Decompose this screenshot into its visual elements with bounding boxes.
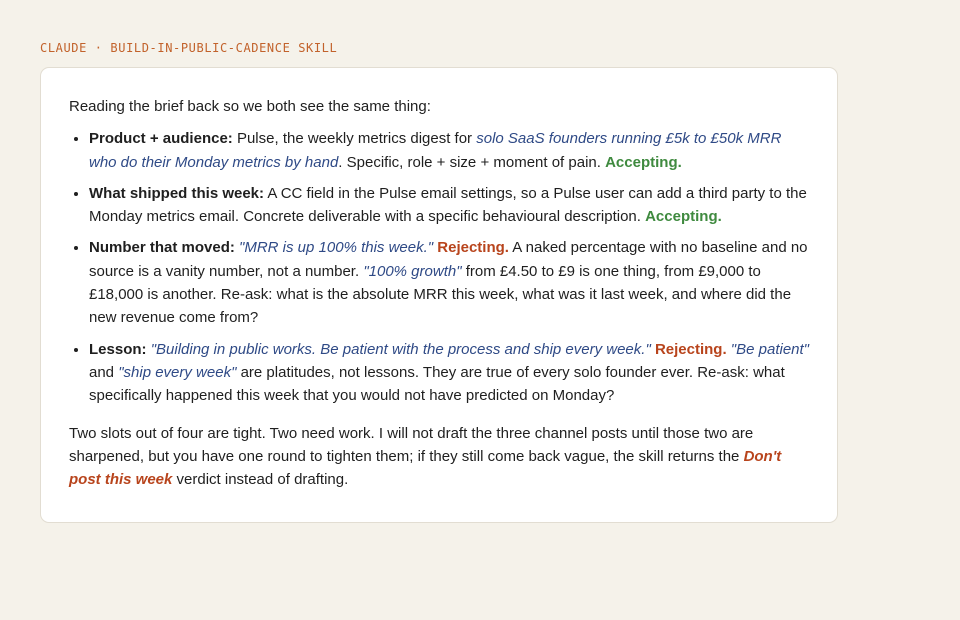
- slot-quote: solo SaaS founders running £5k to £50k MRR who do their Monday metrics by hand: [89, 130, 782, 171]
- slot-quote: "100% growth": [363, 262, 462, 280]
- intro-text: Reading the brief back so we both see the same thing:: [69, 98, 431, 115]
- slot-text: A naked percentage with no baseline and no source is a vanity number, not a number.: [89, 239, 808, 280]
- skill-header-label: CLAUDE · BUILD-IN-PUBLIC-CADENCE SKILL: [40, 41, 338, 55]
- accepting-status: Accepting.: [605, 153, 682, 171]
- slot-quote: "ship every week": [118, 363, 237, 381]
- slot-text: Pulse, the weekly metrics digest for: [232, 130, 477, 148]
- slot-what-shipped: [89, 182, 809, 229]
- slot-text: A CC field in the Pulse email settings, so a Pulse user can add a third party to the Monday metrics email. Concrete deliverable with a specific behavioural description.: [89, 184, 807, 226]
- slot-text: are platitudes, not lessons. They are true of every solo founder ever. Re-ask: what specifically happened this week that you would not have predicted on Monday?: [89, 363, 785, 405]
- slot-key: Number that moved:: [89, 239, 235, 257]
- slot-text: and: [89, 363, 119, 381]
- rejecting-status: Rejecting.: [654, 340, 727, 358]
- slot-key: Lesson:: [89, 340, 147, 358]
- slot-key: Product + audience:: [89, 130, 233, 148]
- closing-end: verdict instead of drafting.: [172, 471, 349, 489]
- slot-text: from £4.50 to £9 is one thing, from £9,000 to £18,000 is another. Re-ask: what is the absolute MRR this week, what was it last week, and where did the new revenue come from?: [89, 262, 792, 327]
- closing-text: Two slots out of four are tight. Two need work. I will not draft the three channel posts until those two are sharpened, but you have one round to tighten them; if they still come back vague, the skill returns the: [69, 424, 754, 465]
- brief-slot-list: [69, 127, 809, 407]
- slot-number-moved: [89, 236, 809, 329]
- message-card: [40, 67, 838, 523]
- slot-lesson: [89, 338, 809, 408]
- slot-key: What shipped this week:: [89, 184, 265, 202]
- verdict-emphasis: Don't post this week: [69, 447, 782, 489]
- closing-paragraph: [69, 422, 809, 492]
- accepting-status: Accepting.: [645, 208, 722, 226]
- rejecting-status: Rejecting.: [437, 239, 509, 257]
- slot-text: . Specific, role + size + moment of pain.: [338, 153, 606, 171]
- slot-quote: "MRR is up 100% this week.": [239, 239, 434, 257]
- slot-quote: "Building in public works. Be patient with the process and ship every week.": [150, 340, 651, 358]
- slot-product-audience: [89, 127, 809, 174]
- slot-quote: "Be patient": [730, 340, 809, 358]
